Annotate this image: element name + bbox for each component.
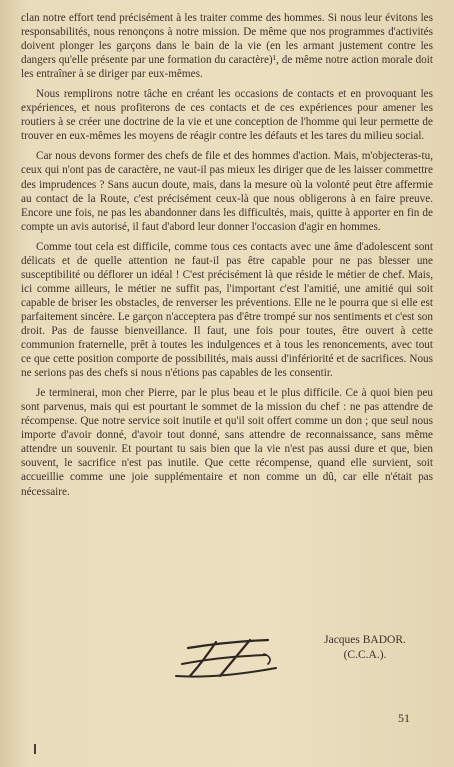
handwritten-signature xyxy=(168,632,283,682)
margin-mark xyxy=(34,744,36,754)
paragraph-3: Car nous devons former des chefs de file et des hommes d'action. Mais, m'objecteras-tu, ceux qui n'ont pas de caractère, ne vaut-il pas mieux les diriger que de les laisser commettre des imprudences ? Sans aucun doute, mais, dans la mesure où la volonté peut être affermie au contact de la Route, c'est précisément ceux-là que nous obligerons à en faire preuve. Encore une fois, ne pas les abandonner dans les difficultés, mais, quitte à apporter en fin de compte un avis autorisé, il faut d'abord leur donner l'occasion d'agir en hommes. xyxy=(21,150,433,233)
page-number: 51 xyxy=(398,711,410,725)
paragraph-5: Je terminerai, mon cher Pierre, par le plus beau et le plus difficile. Ce à quoi bien peu sont parvenus, mais qui est pourtant le sommet de la mission du chef : ne pas attendre de récompense. Que notre service soit inutile et qu'il soit offert comme un don ; que seul nous importe d'avoir donné, d'avoir tout donné, sans attendre de reconnaissance, sans même attendre un souvenir. Et pourtant tu sais bien que la vie n'est pas aussi dure et que, bien souvent, le sacrifice n'est pas inutile. Que cette récompense, quand elle survient, soit accueillie comme une joie supplémentaire et non comme un dû, car elle n'était pas nécessaire. xyxy=(21,387,433,498)
paragraph-2: Nous remplirons notre tâche en créant les occasions de contacts et en provoquant les expériences, et nous profiterons de ces contacts et de ces expériences pour amener les routiers à se créer une doctrine de la vie et une conception de l'homme qui leur permette de trouver en eux-mêmes les moyens de réagir contre les défauts et les tares du milieu social. xyxy=(21,88,433,143)
body-text xyxy=(21,11,433,505)
author-name: Jacques BADOR. xyxy=(324,634,406,646)
author-affiliation: (C.C.A.). xyxy=(343,649,387,661)
signature-block xyxy=(300,633,430,663)
paragraph-1: clan notre effort tend précisément à les traiter comme des hommes. Si nous leur évitons les responsabilités, nous renonçons à notre mission. De même que nos programmes d'activités doivent plonger les garçons dans le bain de la vie (en les armant justement contre les dangers qu'elle présente par une formation du caractère)¹, de même notre action morale doit les entraîner à se diriger par eux-mêmes. xyxy=(21,12,433,81)
paragraph-4: Comme tout cela est difficile, comme tous ces contacts avec une âme d'adolescent sont délicats et de quelle attention ne faut-il pas être capable pour ne pas blesser une susceptibilité ou déflorer un idéal ! C'est précisément là que réside le métier de chef. Mais, ici comme ailleurs, le métier ne suffit pas, l'important c'est l'amitié, une amitié qui soit capable de briser les obstacles, de renverser les préventions. Elle ne le pourra que si elle est parfaitement sincère. Le garçon n'acceptera pas d'être trompé sur nos sentiments et c'est son droit. Pas de fausse bienveillance. Il faut, une fois pour toutes, être ouvert à cette communion fraternelle, prêt à toutes les indulgences et à tous les renoncements, avec tout ce que cette position comporte de possibilités, mais aussi d'infériorité et de sacrifices. Nous ne serions pas des chefs si nous n'étions pas capables de les consentir. xyxy=(21,240,433,380)
